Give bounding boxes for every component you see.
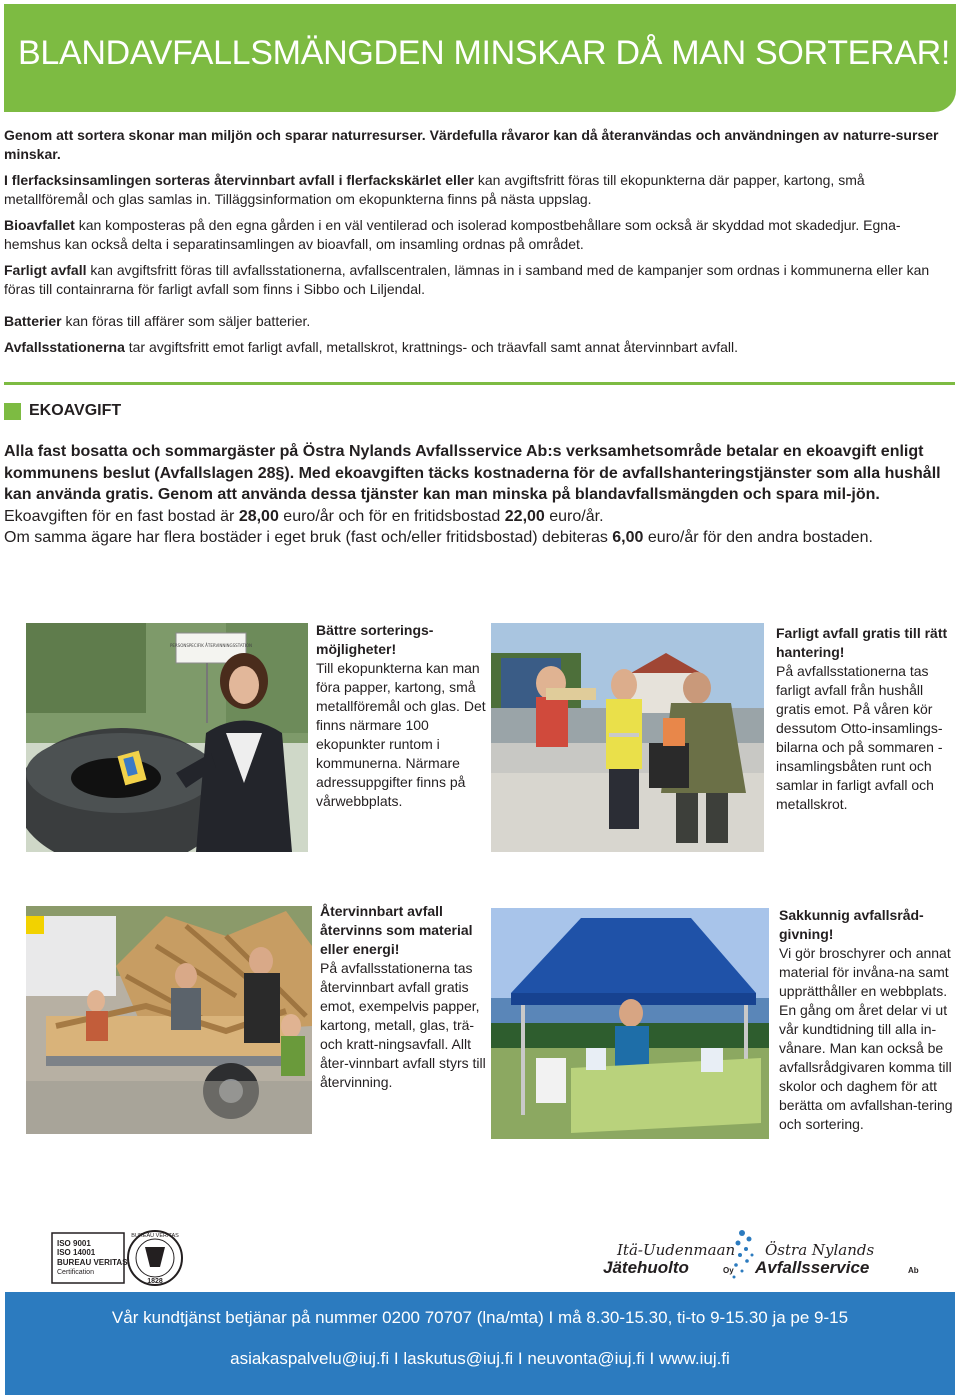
intro-paragraph-4 [4, 261, 952, 299]
ekoavgift-fee-text-4: Om samma ägare har flera bostäder i eget bruk (fast och/eller fritidsbostad) debiteras [4, 529, 613, 546]
caption-waste-advisory [779, 906, 957, 1134]
photo-wood-waste-trailer-image [26, 906, 312, 1134]
brand-dots-icon [733, 1230, 754, 1279]
intro-paragraph-6 [4, 338, 952, 357]
intro-paragraph-1 [4, 126, 952, 164]
intro-p2-text: kan avgiftsfritt föras till ekopunkterna där papper, kartong, små metallföremål och glas samlas in. Tilläggsinformation om ekopunkterna finns på nästa uppslag. [4, 172, 865, 207]
cert-ring-text: BUREAU VERITAS [131, 1233, 179, 1239]
logo-row [0, 1225, 960, 1295]
cert-line-4: Certification [57, 1269, 94, 1276]
ekoavgift-paragraph-1 [4, 441, 952, 527]
fee-fixed-residence: 28,00 [238, 507, 279, 525]
page-title: BLANDAVFALLSMÄNGDEN MINSKAR DÅ MAN SORTERAR! [18, 34, 951, 72]
cert-line-2: ISO 14001 [57, 1248, 96, 1257]
caption-advisory-heading: Sakkunnig avfallsråd-givning! [779, 907, 924, 942]
caption-sorting-body: Till ekopunkterna kan man föra papper, kartong, små metallföremål och glas. Det finns närmare 100 ekopunkter runtom i kommunerna. Närmare adressuppgifter finns på vårwebbplats. [316, 660, 486, 809]
intro-paragraph-5 [4, 312, 952, 331]
caption-hazardous-waste [776, 624, 956, 814]
fee-holiday-home: 22,00 [504, 507, 545, 525]
jatehuolto-avfallsservice-logo [603, 1230, 919, 1279]
fee-second-residence: 6,00 [612, 529, 644, 546]
intro-paragraph-3 [4, 216, 952, 254]
intro-p4-bold: Farligt avfall [4, 262, 87, 278]
brand-swedish-name: Avfallsservice [755, 1258, 870, 1277]
intro-p2-bold: I flerfacksinsamlingen sorteras återvinnbart avfall i flerfackskärlet eller [4, 172, 474, 188]
photo-recycling-container-image [26, 623, 308, 852]
brand-finnish-suffix: Oy [723, 1266, 734, 1275]
cert-line-1: ISO 9001 [57, 1239, 91, 1248]
photo-hazardous-collection [491, 623, 764, 852]
caption-recyclable-waste [320, 902, 495, 1092]
ekoavgift-fee-text-1: Ekoavgiften för en fast bostad är [4, 507, 239, 525]
brand-swedish-suffix: Ab [908, 1266, 919, 1275]
brand-finnish-script: Itä-Uudenmaan [617, 1241, 736, 1259]
container-sign-text: PERSONSPECIFIK ÅTERVINNINGSSTATION [169, 643, 253, 648]
ekoavgift-fee-text-3: euro/år. [544, 507, 604, 525]
caption-sorting-options [316, 621, 496, 811]
photo-wood-waste-trailer [26, 906, 312, 1134]
intro-p6-text: tar avgiftsfritt emot farligt avfall, metallskrot, krattnings- och träavfall samt annat återvinnbart avfall. [124, 339, 738, 355]
cert-line-3: BUREAU VERITAS [57, 1258, 128, 1267]
cert-year: 1828 [147, 1278, 163, 1285]
green-divider [4, 382, 955, 385]
bureau-veritas-certification-logo [52, 1231, 182, 1285]
caption-advisory-body: Vi gör broschyrer och annat material för invåna-na samt upprätthåller en webbplats. En gång om året delar vi ut vår kundtidning till alla in-vånare. Man kan också be avfallsrådgivaren komma till skolor och daghem för att berätta om avfallshan-tering och sortering. [779, 945, 953, 1132]
logo-row-graphics [0, 1225, 960, 1295]
brand-finnish-name: Jätehuolto [603, 1258, 689, 1277]
footer-contact-links: asiakaspalvelu@iuj.fi I laskutus@iuj.fi I neuvonta@iuj.fi I www.iuj.fi [230, 1349, 730, 1368]
intro-p5-text: kan föras till affärer som säljer batterier. [61, 313, 311, 329]
ekoavgift-fee-text-2: euro/år och för en fritidsbostad [278, 507, 505, 525]
ekoavgift-heading-text: EKOAVGIFT [29, 402, 122, 419]
caption-hazardous-heading: Farligt avfall gratis till rätt hantering! [776, 625, 948, 660]
intro-paragraph-2 [4, 171, 952, 209]
ekoavgift-body [4, 441, 952, 549]
intro-p6-bold: Avfallsstationerna [4, 339, 125, 355]
intro-section [4, 126, 952, 364]
title-banner [4, 4, 956, 112]
photo-advisory-tent [491, 908, 769, 1139]
footer-service-hours: Vår kundtjänst betjänar på nummer 0200 70707 (lna/mta) I må 8.30-15.30, ti-to 9-15.30 ja pe 9-15 [111, 1308, 849, 1327]
photo-hazardous-collection-image [491, 623, 764, 852]
caption-recyclable-body: På avfallsstationerna tas återvinnbart avfall gratis emot, exempelvis papper, kartong, metall, glas, trä- och kratt-ningsavfall. Allt åter-vinnbart avfall styrs till återvinning. [320, 960, 486, 1090]
intro-p5-bold: Batterier [4, 313, 62, 329]
footer-contact-bar [5, 1292, 955, 1395]
intro-p1-text: Genom att sortera skonar man miljön och sparar naturresurser. Värdefulla råvaror kan då återanvändas och användningen av naturre-surser minskar. [4, 127, 939, 162]
intro-p3-bold: Bioavfallet [4, 217, 75, 233]
ekoavgift-bold-text: Alla fast bosatta och sommargäster på Östra Nylands Avfallsservice Ab:s verksamhetsområde betalar en ekoavgift enligt kommunens beslut (Avfallslagen 28§). Med ekoavgiften täcks kostnaderna för de avfallshanteringstjänster som alla hushåll kan använda gratis. Genom att använda dessa tjänster kan man minska på blandavfallsmängden och spara mil-jön. [4, 443, 941, 503]
caption-sorting-heading: Bättre sorterings-möjligheter! [316, 622, 434, 657]
intro-p3-text: kan komposteras på den egna gården i en väl ventilerad och isolerad kompostbehållare som också är skyddad mot skadedjur. Egna-hemshus kan också delta i separatinsamlingen av bioavfall, om insamling ordnas på området. [4, 217, 901, 252]
caption-recyclable-heading: Återvinnbart avfall återvinns som material eller energi! [320, 903, 473, 957]
photo-recycling-container [26, 623, 308, 852]
green-square-icon [4, 403, 21, 420]
brand-swedish-script: Östra Nylands [765, 1241, 875, 1259]
intro-p4-text: kan avgiftsfritt föras till avfallsstationerna, avfallscentralen, lämnas in i samband med de kampanjer som ordnas i kommunerna eller kan föras till containrarna för farligt avfall som finns i Sibbo och Liljendal. [4, 262, 930, 297]
ekoavgift-fee-text-5: euro/år för den andra bostaden. [643, 529, 873, 546]
photo-advisory-tent-image [491, 908, 769, 1139]
caption-hazardous-body: På avfallsstationerna tas farligt avfall från hushåll gratis emot. På våren kör dessutom Otto-insamlings-bilarna och på sommaren -insamlingsbåten runt och samlar in farligt avfall och metallskrot. [776, 663, 943, 812]
ekoavgift-paragraph-2 [4, 527, 952, 549]
